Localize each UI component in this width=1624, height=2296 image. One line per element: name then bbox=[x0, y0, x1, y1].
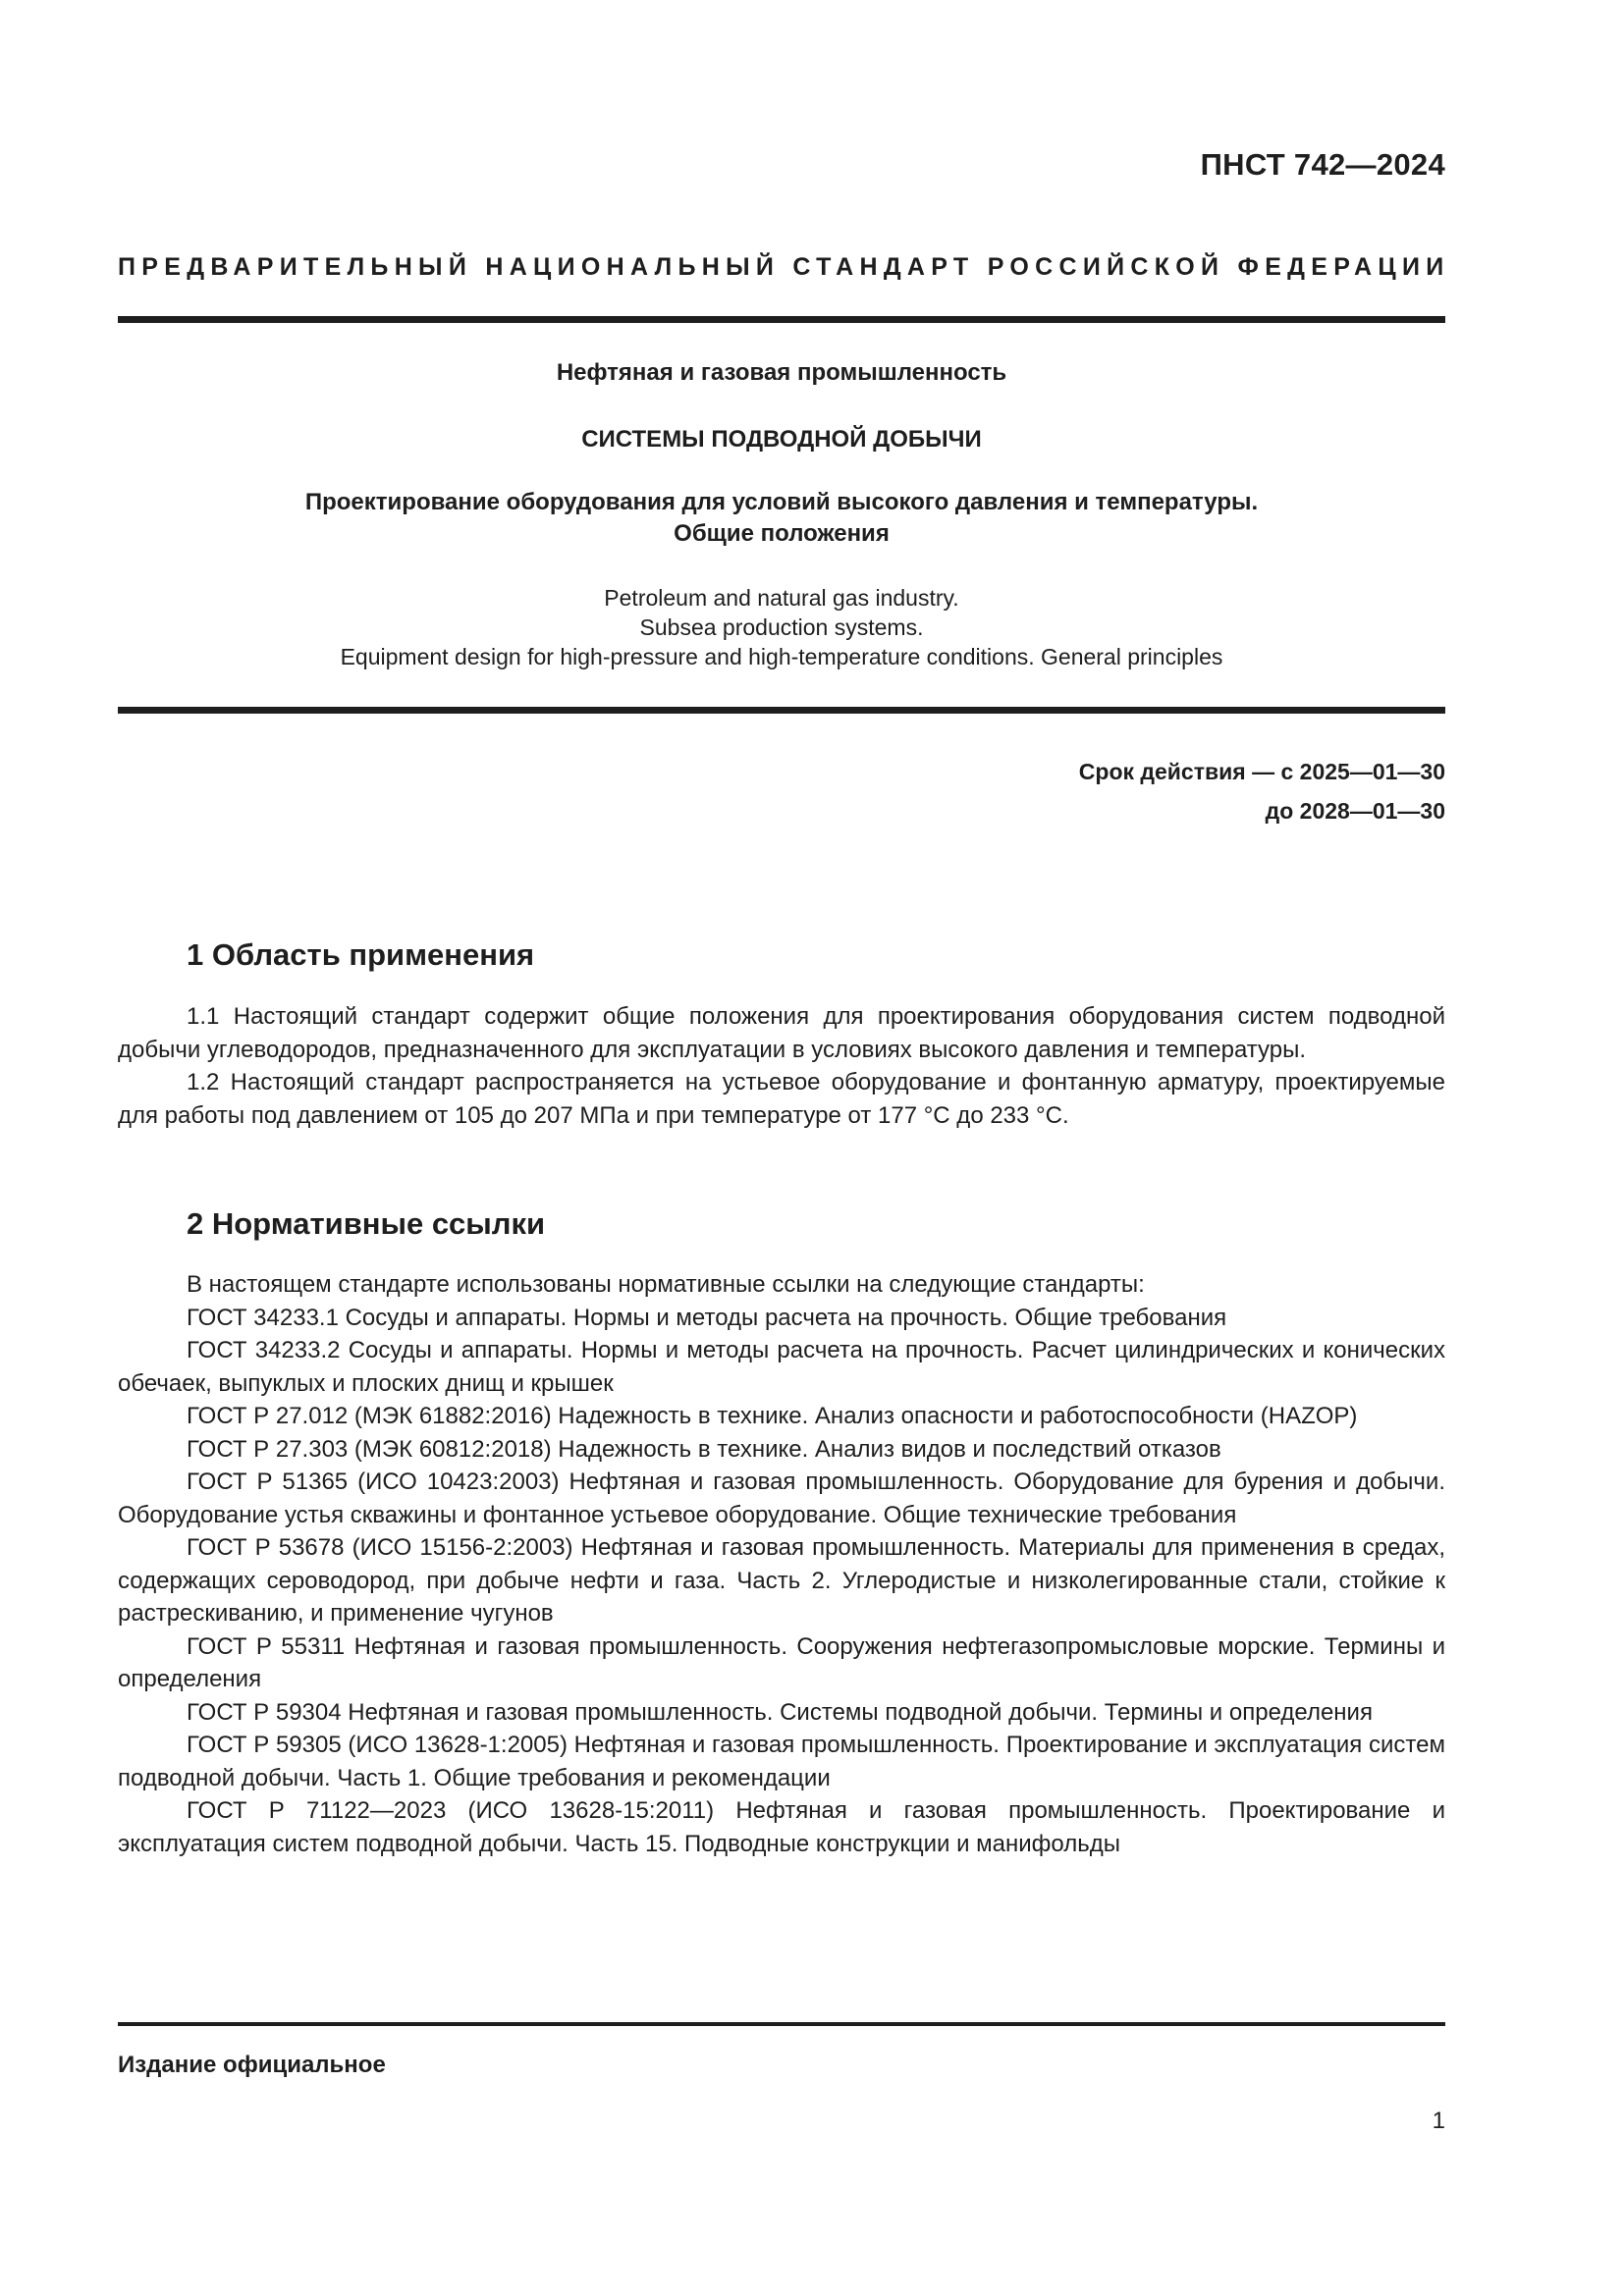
reference-item: ГОСТ Р 59305 (ИСО 13628-1:2005) Нефтяная и газовая промышленность. Проектирование и эксплуатация систем подводной добычи. Часть 1. Общие требования и рекомендации bbox=[118, 1732, 1445, 1791]
title-bottom-rule bbox=[118, 707, 1445, 714]
validity-to: до 2028—01—30 bbox=[1265, 798, 1445, 824]
paragraph: 1.2 Настоящий стандарт распространяется на устьевое оборудование и фонтанную арматуру, проектируемые для работы под давлением от 105 до 207 МПа и при температуре от 177 °С до 233 °С. bbox=[118, 1069, 1445, 1129]
english-title-line: Petroleum and natural gas industry. bbox=[604, 585, 959, 611]
paragraph: В настоящем стандарте использованы нормативные ссылки на следующие стандарты: bbox=[187, 1271, 1145, 1298]
subtitle-line: Проектирование оборудования для условий высокого давления и температуры. bbox=[304, 489, 1259, 515]
reference-item: ГОСТ Р 27.303 (МЭК 60812:2018) Надежность в технике. Анализ видов и последствий отказов bbox=[187, 1435, 1221, 1463]
reference-item: ГОСТ Р 53678 (ИСО 15156-2:2003) Нефтяная и газовая промышленность. Материалы для применения в средах, содержащих сероводород, при добыче нефти и газа. Часть 2. Углеродистые и низколегированные стали, стойкие к растрескиванию, и применение чугунов bbox=[118, 1534, 1445, 1627]
subtitle-line: Общие положения bbox=[674, 520, 890, 547]
section-1-heading: 1 Область применения bbox=[187, 937, 535, 972]
validity-from: Срок действия — с 2025—01—30 bbox=[1078, 759, 1445, 784]
document-page bbox=[118, 0, 1450, 2296]
subtitle bbox=[118, 487, 1445, 550]
section-2-body bbox=[118, 1268, 1445, 1860]
standard-type-banner: ПРЕДВАРИТЕЛЬНЫЙ НАЦИОНАЛЬНЫЙ СТАНДАРТ РОССИЙСКОЙ ФЕДЕРАЦИИ bbox=[118, 253, 1450, 281]
reference-item: ГОСТ Р 27.012 (МЭК 61882:2016) Надежность в технике. Анализ опасности и работоспособности (HAZOP) bbox=[187, 1403, 1358, 1429]
document-number: ПНСТ 742—2024 bbox=[1200, 147, 1445, 182]
section-2-heading: 2 Нормативные ссылки bbox=[187, 1206, 546, 1241]
main-title: СИСТЕМЫ ПОДВОДНОЙ ДОБЫЧИ bbox=[581, 426, 982, 453]
reference-item: ГОСТ Р 59304 Нефтяная и газовая промышленность. Системы подводной добычи. Термины и определения bbox=[187, 1698, 1373, 1726]
sector-title: Нефтяная и газовая промышленность bbox=[556, 359, 1007, 386]
paragraph: 1.1 Настоящий стандарт содержит общие положения для проектирования оборудования систем подводной добычи углеводородов, предназначенного для эксплуатации в условиях высокого давления и температуры. bbox=[118, 1003, 1445, 1063]
section-1-body bbox=[118, 1000, 1445, 1132]
reference-item: ГОСТ Р 71122—2023 (ИСО 13628-15:2011) Нефтяная и газовая промышленность. Проектирование и эксплуатация систем подводной добычи. Часть 15. Подводные конструкции и манифольды bbox=[118, 1797, 1445, 1857]
reference-item: ГОСТ Р 55311 Нефтяная и газовая промышленность. Сооружения нефтегазопромысловые морские. Термины и определения bbox=[118, 1632, 1445, 1692]
validity-period bbox=[1079, 752, 1445, 830]
top-rule bbox=[118, 316, 1445, 323]
reference-item: ГОСТ 34233.2 Сосуды и аппараты. Нормы и методы расчета на прочность. Расчет цилиндрических и конических обечаек, выпуклых и плоских днищ и крышек bbox=[118, 1337, 1445, 1397]
footer-rule bbox=[118, 2022, 1445, 2026]
english-title bbox=[118, 583, 1445, 671]
reference-item: ГОСТ Р 51365 (ИСО 10423:2003) Нефтяная и газовая промышленность. Оборудование для бурения и добычи. Оборудование устья скважины и фонтанное устьевое оборудование. Общие технические требования bbox=[118, 1468, 1445, 1528]
reference-item: ГОСТ 34233.1 Сосуды и аппараты. Нормы и методы расчета на прочность. Общие требования bbox=[187, 1304, 1227, 1331]
english-title-line: Subsea production systems. bbox=[639, 614, 924, 640]
page-number: 1 bbox=[1432, 2108, 1445, 2134]
official-edition-label: Издание официальное bbox=[118, 2052, 386, 2078]
english-title-line: Equipment design for high-pressure and high-temperature conditions. General principles bbox=[340, 644, 1223, 669]
